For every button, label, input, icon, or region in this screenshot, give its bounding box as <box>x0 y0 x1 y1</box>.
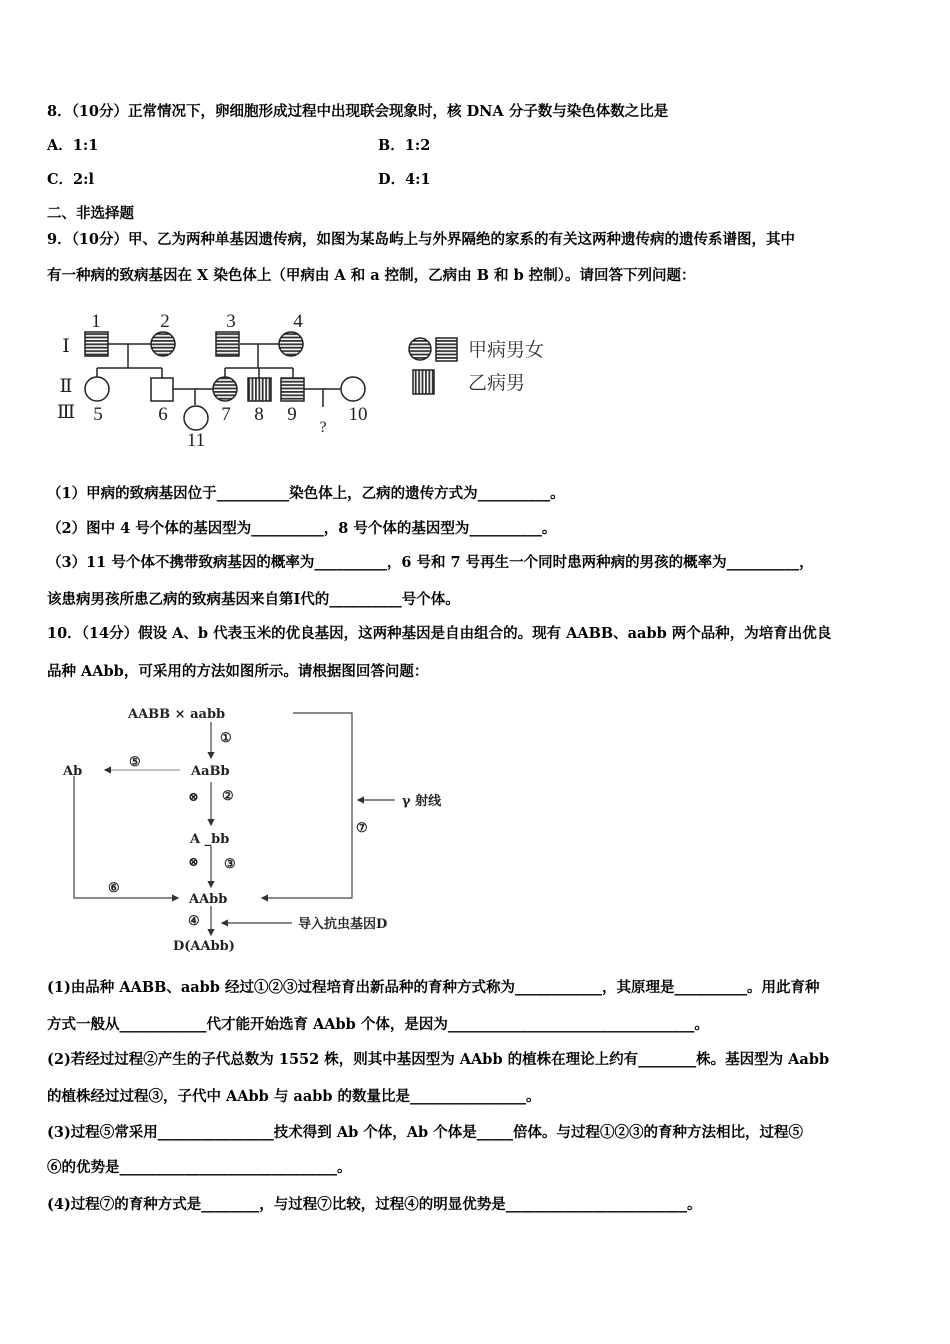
individual-number: 7 <box>221 404 231 425</box>
q10-sub-2b: 的植株经过过程③，子代中 AAbb 与 aabb 的数量比是________________。 <box>47 1088 541 1105</box>
q10-stem-1: 10．（14分）假设 A、b 代表玉米的优良基因，这两种基因是自由组合的。现有 AABB、aabb 两个品种，为培育出优良 <box>47 625 832 642</box>
individual-number: 5 <box>93 404 103 425</box>
q10-sub-1b: 方式一般从____________代才能开始选育 AAbb 个体，是因为__________________________________。 <box>47 1016 709 1033</box>
target-genotype: AAbb <box>189 892 228 907</box>
selfing-symbol: ⊗ <box>188 790 199 805</box>
individual-number: 1 <box>91 311 101 332</box>
parents-cross: AABB × aabb <box>128 707 226 722</box>
unknown-offspring: ? <box>319 419 327 436</box>
f1-genotype: AaBb <box>191 764 230 779</box>
q8-option-d: D．4:1 <box>378 171 431 188</box>
q9-sub-1: （1）甲病的致病基因位于__________染色体上，乙病的遗传方式为__________。 <box>47 485 565 502</box>
q9-sub-3b: 该患病男孩所患乙病的致病基因来自第Ⅰ代的__________号个体。 <box>47 591 460 608</box>
legend-label-disease-b: 乙病男 <box>468 373 526 394</box>
q9-sub-3a: （3）11 号个体不携带致病基因的概率为__________，6 号和 7 号再生一个同时患两种病的男孩的概率为__________， <box>47 554 814 571</box>
step-label: ⑥ <box>108 881 120 896</box>
q8-option-a: A．1:1 <box>47 137 99 154</box>
q10-sub-3b: ⑥的优势是______________________________。 <box>47 1159 352 1176</box>
section-heading: 二、非选择题 <box>47 205 134 222</box>
gene-transfer-label: 导入抗虫基因D <box>298 917 388 932</box>
step-label: ⑦ <box>356 821 368 836</box>
individual-number: 4 <box>293 311 303 332</box>
q9-stem-1: 9．（10分）甲、乙为两种单基因遗传病，如图为某岛屿上与外界隔绝的家系的有关这两种遗传病的遗传系谱图，其中 <box>47 231 796 248</box>
individual-number: 8 <box>254 404 264 425</box>
q10-sub-4: (4)过程⑦的育种方式是________，与过程⑦比较，过程④的明显优势是_________________________。 <box>47 1196 702 1213</box>
final-genotype: D(AAbb) <box>173 939 235 954</box>
diagram-arrows <box>74 713 395 935</box>
q10-stem-2: 品种 AAbb，可采用的方法如图所示。请根据图回答问题： <box>47 663 429 680</box>
step-label: ③ <box>224 857 236 872</box>
q9-stem-2: 有一种病的致病基因在 X 染色体上（甲病由 A 和 a 控制，乙病由 B 和 b 控制）。请回答下列问题： <box>47 267 696 284</box>
individual-number: 10 <box>348 404 368 425</box>
generation-label: Ⅲ <box>56 402 76 423</box>
step-label: ④ <box>188 914 200 929</box>
haploid-genotype: Ab <box>63 764 83 779</box>
individual-number: 6 <box>158 404 168 425</box>
step-label: ② <box>222 789 234 804</box>
q8-option-b: B．1:2 <box>378 137 431 154</box>
individual-number: 2 <box>160 311 170 332</box>
q8-option-c: C．2:l <box>47 171 94 188</box>
step-label: ⑤ <box>129 755 141 770</box>
individual-number: 11 <box>186 430 206 451</box>
q10-sub-2a: (2)若经过过程②产生的子代总数为 1552 株，则其中基因型为 AAbb 的植株在理论上约有________株。基因型为 Aabb <box>47 1051 830 1068</box>
legend-label-disease-a: 甲病男女 <box>468 340 545 361</box>
individual-number: 3 <box>226 311 236 332</box>
selfing-symbol: ⊗ <box>188 855 199 870</box>
generation-label: Ⅱ <box>59 376 73 397</box>
gamma-ray-label: γ 射线 <box>402 794 442 809</box>
generation-label: Ⅰ <box>62 336 70 357</box>
individual-number: 9 <box>287 404 297 425</box>
q10-sub-1a: (1)由品种 AABB、aabb 经过①②③过程培育出新品种的育种方式称为____________，其原理是__________。用此育种 <box>47 979 820 996</box>
q10-sub-3a: (3)过程⑤常采用________________技术得到 Ab 个体，Ab 个体是_____倍体。与过程①②③的育种方法相比，过程⑤ <box>47 1124 803 1141</box>
f2-genotype: A _bb <box>190 832 230 847</box>
q8-stem: 8．（10分）正常情况下，卵细胞形成过程中出现联会现象时，核 DNA 分子数与染色体数之比是 <box>47 103 669 120</box>
q9-sub-2: （2）图中 4 号个体的基因型为__________，8 号个体的基因型为__________。 <box>47 520 557 537</box>
step-label: ① <box>220 731 232 746</box>
